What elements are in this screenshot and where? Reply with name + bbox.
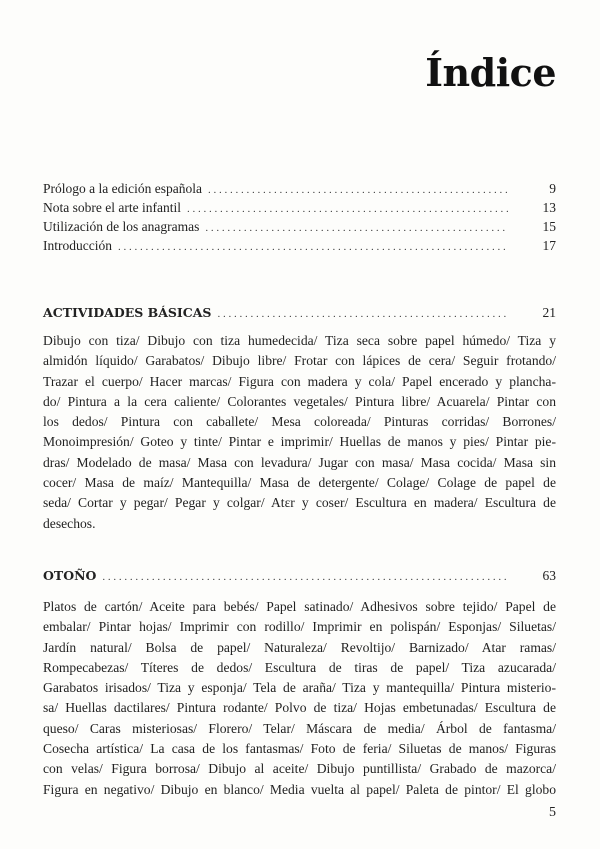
leader-dots <box>102 571 508 583</box>
text-line: do/ Pintura a la cera caliente/ Colorantes vegetales/ Pintura libre/ Acuarela/ Pintar con <box>43 393 556 409</box>
toc-section-entry <box>43 568 556 587</box>
toc-entry-page: 17 <box>542 238 556 253</box>
section-heading-actividades-basicas <box>43 305 556 324</box>
front-matter-toc <box>43 181 556 257</box>
section-contents-otono <box>43 597 556 800</box>
text-line: Figura en negativo/ Dibujo en blanco/ Media vuelta al papel/ Paleta de pintor/ El globo <box>43 781 556 797</box>
leader-dots <box>217 308 508 320</box>
leader-dots <box>205 222 508 234</box>
text-line: Cosecha artística/ La casa de los fantasmas/ Foto de feria/ Siluetas de manos/ Figuras <box>43 741 556 757</box>
text-line: cocer/ Masa de maíz/ Mantequilla/ Masa de detergente/ Colage/ Colage de papel de <box>43 475 556 491</box>
toc-entry <box>43 181 556 200</box>
section-page: 21 <box>542 305 556 320</box>
toc-section-entry <box>43 305 556 324</box>
leader-dots <box>208 184 508 196</box>
text-line: Rompecabezas/ Títeres de dedos/ Escultura de tiras de papel/ Tiza azucarada/ <box>43 659 556 675</box>
page-title: Índice <box>425 50 556 95</box>
toc-entry-label: Prólogo a la edición española <box>43 181 202 196</box>
toc-entry-page: 15 <box>542 219 556 234</box>
text-line: queso/ Caras misteriosas/ Florero/ Telar/ Máscara de media/ Árbol de fantasma/ <box>43 720 556 736</box>
section-title: ACTIVIDADES BÁSICAS <box>43 305 212 320</box>
text-line: los dedos/ Pintura con caballete/ Mesa coloreada/ Pinturas corridas/ Borrones/ <box>43 414 556 430</box>
text-line: Dibujo con tiza/ Dibujo con tiza humedecida/ Tiza seca sobre papel húmedo/ Tiza y <box>43 333 556 348</box>
leader-dots <box>187 203 508 215</box>
text-line: Monoimpresión/ Goteo y tinte/ Pintar e imprimir/ Huellas de manos y pies/ Pintar pie- <box>43 434 556 450</box>
toc-entry-label: Introducción <box>43 238 112 253</box>
text-line: seda/ Cortar y pegar/ Pegar y colgar/ Atεr y coser/ Escultura en madera/ Escultura de <box>43 495 556 511</box>
text-line: con velas/ Figura borrosa/ Dibujo al aceite/ Dibujo puntillista/ Grabado de mazorca/ <box>43 761 556 777</box>
section-heading-otono <box>43 568 556 587</box>
text-line: embalar/ Pintar hojas/ Imprimir con rodillo/ Imprimir en polispán/ Esponjas/ Siluetas/ <box>43 619 556 635</box>
text-line: dras/ Modelado de masa/ Masa con levadura/ Jugar con masa/ Masa cocida/ Masa sin <box>43 454 556 470</box>
toc-entry-page: 9 <box>549 181 556 196</box>
text-line: Trazar el cuerpo/ Hacer marcas/ Figura con madera y cola/ Papel encerado y plancha- <box>43 373 556 389</box>
section-page: 63 <box>542 568 556 583</box>
toc-entry-label: Nota sobre el arte infantil <box>43 200 181 215</box>
text-line: sa/ Huellas dactilares/ Pintura rodante/ Polvo de tiza/ Hojas embetunadas/ Escultura de <box>43 700 556 716</box>
toc-entry <box>43 219 556 238</box>
text-line: Platos de cartón/ Aceite para bebés/ Papel satinado/ Adhesivos sobre tejido/ Papel de <box>43 599 556 614</box>
text-line: Jardín natural/ Bolsa de papel/ Naturaleza/ Revoltijo/ Barnizado/ Atar ramas/ <box>43 639 556 655</box>
toc-entry <box>43 238 556 257</box>
toc-entry <box>43 200 556 219</box>
page-number: 5 <box>549 805 556 820</box>
leader-dots <box>118 241 508 253</box>
toc-entry-label: Utilización de los anagramas <box>43 219 200 234</box>
section-contents-actividades-basicas <box>43 331 556 534</box>
text-line: almidón líquido/ Garabatos/ Dibujo libre/ Frotar con lápices de cera/ Seguir frotando/ <box>43 353 556 369</box>
text-line: desechos. <box>43 515 96 531</box>
text-line: Garabatos irisados/ Tiza y esponja/ Tela de araña/ Tiza y mantequilla/ Pintura misterio- <box>43 680 556 696</box>
section-title: OTOÑO <box>43 568 97 583</box>
toc-entry-page: 13 <box>542 200 556 215</box>
